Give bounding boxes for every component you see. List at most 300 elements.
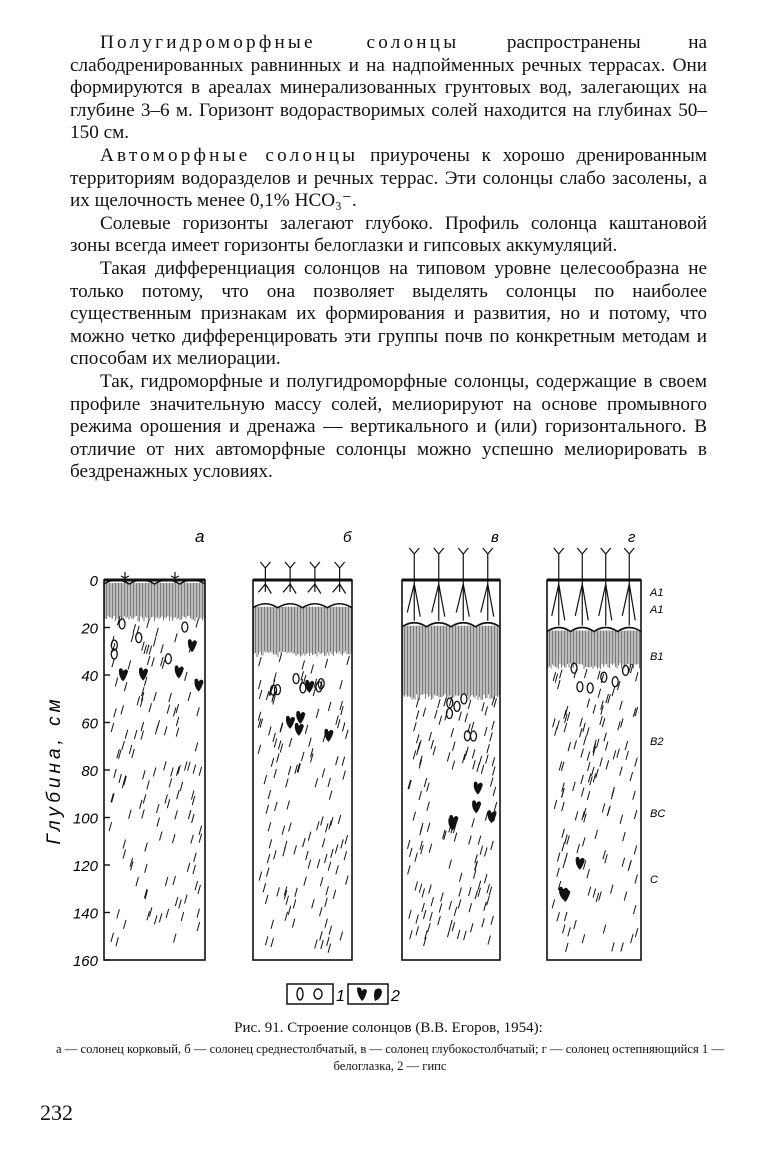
plant-root-icon <box>432 548 445 621</box>
soil-stroke <box>433 746 436 755</box>
soil-stroke <box>346 730 349 739</box>
term: Автоморфные солонцы <box>100 144 359 166</box>
soil-stroke <box>596 739 599 748</box>
soil-stroke <box>164 761 167 770</box>
soil-stroke <box>492 757 495 766</box>
soil-stroke <box>493 766 496 775</box>
soil-stroke <box>336 716 339 725</box>
soil-stroke <box>587 727 590 736</box>
soil-stroke <box>427 783 430 792</box>
plant-root-icon <box>552 548 565 626</box>
soil-stroke <box>475 890 478 899</box>
soil-stroke <box>194 853 197 862</box>
soil-stroke <box>308 860 311 869</box>
soil-stroke <box>347 656 350 665</box>
soil-stroke <box>274 850 277 859</box>
soil-stroke <box>165 877 168 886</box>
soil-stroke <box>414 722 417 731</box>
soil-stroke <box>142 642 145 651</box>
soil-stroke <box>338 719 341 728</box>
soil-stroke <box>473 760 476 769</box>
soil-stroke <box>193 865 196 874</box>
soil-stroke <box>458 899 461 908</box>
soil-stroke <box>140 800 143 809</box>
plant-root-icon <box>308 562 321 594</box>
soil-stroke <box>575 811 578 820</box>
soil-stroke <box>180 782 183 791</box>
concretion-icon <box>119 619 125 629</box>
soil-stroke <box>428 923 431 932</box>
concretion-icon <box>623 665 629 675</box>
soil-stroke <box>559 761 562 770</box>
soil-stroke <box>478 836 481 845</box>
soil-stroke <box>487 744 490 753</box>
soil-stroke <box>335 844 338 853</box>
soil-stroke <box>435 710 438 719</box>
soil-profiles-figure <box>0 520 777 1020</box>
soil-stroke <box>494 698 497 707</box>
soil-stroke <box>598 671 601 680</box>
soil-stroke <box>266 805 269 814</box>
soil-stroke <box>488 936 491 945</box>
soil-stroke <box>142 810 145 819</box>
soil-stroke <box>427 802 430 811</box>
soil-stroke <box>167 799 170 808</box>
paragraph-3: Солевые горизонты залегают глубоко. Профиль солонца каштановой зоны всегда имеет горизонты белоглазки и гипсовых аккумуляций. <box>70 212 707 257</box>
soil-stroke <box>129 745 132 754</box>
soil-stroke <box>129 810 132 819</box>
soil-stroke <box>274 738 277 747</box>
soil-stroke <box>327 937 330 946</box>
soil-stroke <box>199 826 202 835</box>
soil-stroke <box>288 906 291 915</box>
paragraph-2 <box>70 145 707 213</box>
soil-stroke <box>584 669 587 678</box>
gypsum-icon <box>175 665 184 678</box>
paragraph-5: Так, гидроморфные и полугидроморфные солонцы, содержащие в своем профиле значительную массу солей, мелиорируют на основе промывного режима орошения и дренажа — вертикального и (или) горизонтального. В отличие от них автоморфные солонцы можно успешно мелиорировать в бездренажных условиях. <box>70 370 707 483</box>
horizon-B1: B1 <box>650 651 664 663</box>
concretion-icon <box>136 633 142 643</box>
soil-stroke <box>565 835 568 844</box>
soil-stroke <box>487 896 490 905</box>
soil-stroke <box>196 618 199 627</box>
soil-stroke <box>621 943 624 952</box>
soil-stroke <box>452 922 455 931</box>
soil-stroke <box>128 660 131 669</box>
soil-stroke <box>155 725 158 734</box>
soil-stroke <box>192 796 195 805</box>
soil-stroke <box>111 723 114 732</box>
soil-stroke <box>259 657 262 666</box>
soil-stroke <box>554 800 557 809</box>
soil-stroke <box>287 800 290 809</box>
concretion-icon <box>612 677 618 687</box>
soil-stroke <box>293 899 296 908</box>
soil-stroke <box>599 892 602 901</box>
soil-stroke <box>176 717 179 726</box>
soil-stroke <box>320 931 323 940</box>
soil-stroke <box>122 741 125 750</box>
concretion-icon <box>182 622 188 632</box>
soil-stroke <box>165 795 168 804</box>
soil-stroke <box>321 940 324 949</box>
soil-stroke <box>633 905 636 914</box>
soil-stroke <box>626 751 629 760</box>
soil-stroke <box>115 678 118 687</box>
soil-stroke <box>553 718 556 727</box>
depth-tick-label: 0 <box>89 573 98 590</box>
soil-stroke <box>324 854 327 863</box>
legend-box-1 <box>287 984 333 1004</box>
soil-stroke <box>492 721 495 730</box>
soil-stroke <box>605 742 608 751</box>
soil-stroke <box>304 877 307 886</box>
soil-stroke <box>188 692 191 701</box>
soil-stroke <box>588 887 591 896</box>
horizon-BC: BC <box>650 808 666 820</box>
soil-stroke <box>600 757 603 766</box>
soil-stroke <box>154 692 157 701</box>
depth-tick-label: 140 <box>72 905 98 923</box>
soil-stroke <box>169 778 172 787</box>
soil-stroke <box>329 926 332 935</box>
soil-stroke <box>312 899 315 908</box>
horizon-A1: A1 <box>650 587 664 599</box>
soil-stroke <box>277 753 280 762</box>
soil-stroke <box>623 832 626 841</box>
concretion-icon <box>601 672 607 682</box>
soil-stroke <box>625 741 628 750</box>
legend-label-2: 2 <box>391 988 400 1005</box>
plant-root-icon <box>575 548 588 626</box>
soil-stroke <box>459 887 462 896</box>
soil-stroke <box>469 835 472 844</box>
horizon-B2: B2 <box>650 736 664 748</box>
soil-stroke <box>326 823 329 832</box>
soil-stroke <box>568 742 571 751</box>
soil-stroke <box>449 901 452 910</box>
soil-stroke <box>454 833 457 842</box>
soil-stroke <box>618 721 621 730</box>
soil-stroke <box>416 926 419 935</box>
soil-stroke <box>156 628 159 637</box>
gypsum-icon <box>305 680 314 693</box>
soil-stroke <box>593 889 596 898</box>
soil-stroke <box>419 884 422 893</box>
column-label-v: в <box>491 529 499 546</box>
soil-stroke <box>179 899 182 908</box>
soil-stroke <box>634 845 637 854</box>
soil-stroke <box>577 844 580 853</box>
soil-stroke <box>457 930 460 939</box>
depth-tick-label: 20 <box>81 620 98 638</box>
soil-stroke <box>430 912 433 921</box>
soil-stroke <box>477 763 480 772</box>
soil-stroke <box>117 909 120 918</box>
soil-stroke <box>136 877 139 886</box>
soil-stroke <box>345 835 348 844</box>
soil-stroke <box>484 874 487 883</box>
soil-stroke <box>624 892 627 901</box>
depth-axis-label: Глубина, см <box>44 695 65 845</box>
soil-stroke <box>268 790 271 799</box>
soil-stroke <box>598 689 601 698</box>
soil-stroke <box>574 740 577 749</box>
soil-stroke <box>612 687 615 696</box>
soil-stroke <box>175 897 178 906</box>
soil-stroke <box>415 881 418 890</box>
soil-stroke <box>271 920 274 929</box>
soil-stroke <box>482 702 485 711</box>
plant-root-icon <box>599 548 612 626</box>
soil-stroke <box>567 712 570 721</box>
soil-stroke <box>143 770 146 779</box>
soil-stroke <box>197 707 200 716</box>
soil-stroke <box>423 910 426 919</box>
column-domes <box>547 628 641 632</box>
soil-stroke <box>485 706 488 715</box>
gypsum-icon <box>296 711 305 724</box>
soil-stroke <box>149 703 152 712</box>
plant-root-icon <box>258 562 271 594</box>
soil-stroke <box>145 864 148 873</box>
soil-stroke <box>604 733 607 742</box>
soil-stroke <box>195 742 198 751</box>
soil-stroke <box>606 760 609 769</box>
soil-stroke <box>188 762 191 771</box>
soil-stroke <box>423 708 426 717</box>
soil-stroke <box>415 853 418 862</box>
soil-stroke <box>277 887 280 896</box>
soil-stroke <box>161 657 164 666</box>
soil-stroke <box>295 888 298 897</box>
soil-stroke <box>328 778 331 787</box>
soil-stroke <box>131 633 134 642</box>
soil-stroke <box>185 894 188 903</box>
soil-stroke <box>596 769 599 778</box>
body-text <box>70 32 707 484</box>
soil-stroke <box>325 919 328 928</box>
soil-stroke <box>340 680 343 689</box>
soil-stroke <box>174 934 177 943</box>
soil-stroke <box>193 765 196 774</box>
soil-stroke <box>595 830 598 839</box>
soil-stroke <box>176 728 179 737</box>
soil-stroke <box>197 909 200 918</box>
soil-stroke <box>464 931 467 940</box>
soil-stroke <box>273 733 276 742</box>
soil-stroke <box>328 944 331 953</box>
concretion-icon <box>587 683 593 693</box>
soil-stroke <box>153 767 156 776</box>
soil-stroke <box>161 644 164 653</box>
soil-stroke <box>416 710 419 719</box>
soil-stroke <box>343 771 346 780</box>
soil-stroke <box>177 790 180 799</box>
soil-stroke <box>449 860 452 869</box>
soil-stroke <box>185 672 188 681</box>
soil-stroke <box>278 741 281 750</box>
soil-stroke <box>280 744 283 753</box>
soil-stroke <box>111 933 114 942</box>
soil-stroke <box>152 657 155 666</box>
soil-stroke <box>199 767 202 776</box>
soil-stroke <box>408 865 411 874</box>
depth-tick-label: 120 <box>72 858 98 875</box>
figure-caption-title: Рис. 91. Строение солонцов (В.В. Егоров, 1954): <box>234 1020 543 1036</box>
soil-stroke <box>447 928 450 937</box>
soil-stroke <box>192 814 195 823</box>
soil-stroke <box>459 712 462 721</box>
soil-stroke <box>568 927 571 936</box>
soil-stroke <box>329 791 332 800</box>
soil-stroke <box>429 884 432 893</box>
soil-stroke <box>317 859 320 868</box>
soil-stroke <box>159 831 162 840</box>
gypsum-icon <box>474 782 483 795</box>
soil-stroke <box>166 909 169 918</box>
soil-stroke <box>564 723 567 732</box>
soil-stroke <box>264 775 267 784</box>
soil-stroke <box>173 707 176 716</box>
soil-stroke <box>441 893 444 902</box>
soil-stroke <box>416 734 419 743</box>
soil-stroke <box>268 822 271 831</box>
soil-stroke <box>333 890 336 899</box>
soil-stroke <box>424 778 427 787</box>
soil-stroke <box>582 934 585 943</box>
soil-stroke <box>321 816 324 825</box>
soil-stroke <box>322 838 325 847</box>
soil-stroke <box>259 690 262 699</box>
soil-stroke <box>587 869 590 878</box>
soil-stroke <box>258 680 261 689</box>
plant-root-icon <box>283 562 296 594</box>
soil-stroke <box>191 790 194 799</box>
soil-stroke <box>584 736 587 745</box>
soil-stroke <box>156 804 159 813</box>
soil-stroke <box>439 903 442 912</box>
concretion-icon <box>571 663 577 673</box>
soil-stroke <box>612 787 615 796</box>
soil-stroke <box>587 699 590 708</box>
soil-stroke <box>636 672 639 681</box>
soil-stroke <box>557 868 560 877</box>
soil-stroke <box>472 749 475 758</box>
legend-box-2 <box>348 984 388 1004</box>
soil-stroke <box>465 713 468 722</box>
soil-stroke <box>265 936 268 945</box>
soil-stroke <box>564 912 567 921</box>
soil-stroke <box>620 701 623 710</box>
soil-stroke <box>294 845 297 854</box>
soil-stroke <box>413 812 416 821</box>
soil-stroke <box>141 722 144 731</box>
soil-stroke <box>109 822 112 831</box>
soil-stroke <box>319 907 322 916</box>
soil-stroke <box>410 930 413 939</box>
soil-stroke <box>557 852 560 861</box>
soil-stroke <box>485 847 488 856</box>
gypsum-icon <box>357 987 367 1001</box>
concretion-icon <box>464 731 470 741</box>
soil-stroke <box>271 938 274 947</box>
soil-stroke <box>413 750 416 759</box>
gypsum-icon <box>324 729 333 742</box>
soil-stroke <box>145 843 148 852</box>
soil-stroke <box>567 836 570 845</box>
figure-caption-text: а — солонец корковый, б — солонец среднестолбчатый, в — солонец глубокостолбчатый; г — солонец остепняющийся 1 — белоглазка, 2 — гипс <box>56 1042 724 1073</box>
soil-stroke <box>265 895 268 904</box>
soil-stroke <box>309 738 312 747</box>
soil-stroke <box>480 846 483 855</box>
soil-stroke <box>552 899 555 908</box>
soil-stroke <box>308 832 311 841</box>
soil-stroke <box>600 716 603 725</box>
soil-stroke <box>472 818 475 827</box>
soil-stroke <box>494 802 497 811</box>
soil-stroke <box>167 705 170 714</box>
plant-root-icon <box>622 548 635 626</box>
soil-stroke <box>342 757 345 766</box>
soil-stroke <box>581 749 584 758</box>
horizon-C: C <box>650 874 658 886</box>
soil-stroke <box>452 761 455 770</box>
depth-tick-label: 40 <box>81 668 98 685</box>
soil-stroke <box>592 767 595 776</box>
soil-stroke <box>635 758 638 767</box>
soil-stroke <box>634 810 637 819</box>
soil-stroke <box>416 699 419 708</box>
gypsum-icon <box>119 668 128 681</box>
soil-stroke <box>197 922 200 931</box>
soil-stroke <box>620 815 623 824</box>
soil-stroke <box>344 851 347 860</box>
soil-stroke <box>581 788 584 797</box>
term: Полугидроморфные солонцы <box>100 32 460 53</box>
concretion-icon <box>446 709 452 719</box>
soil-stroke <box>286 896 289 905</box>
soil-stroke <box>628 862 631 871</box>
soil-stroke <box>143 794 146 803</box>
soil-stroke <box>317 821 320 830</box>
soil-stroke <box>580 718 583 727</box>
soil-stroke <box>486 755 489 764</box>
soil-stroke <box>438 916 441 925</box>
soil-stroke <box>407 840 410 849</box>
soil-stroke <box>181 912 184 921</box>
soil-stroke <box>555 674 558 683</box>
soil-stroke <box>137 696 140 705</box>
soil-stroke <box>288 766 291 775</box>
plant-root-icon <box>481 548 494 621</box>
soil-stroke <box>560 669 563 678</box>
soil-stroke <box>258 745 261 754</box>
soil-stroke <box>555 727 558 736</box>
soil-stroke <box>195 881 198 890</box>
soil-stroke <box>580 728 583 737</box>
soil-stroke <box>169 693 172 702</box>
soil-stroke <box>444 697 447 706</box>
concretion-icon <box>274 685 280 695</box>
horizon-A1-2: A1 <box>650 604 664 616</box>
concretion-icon <box>300 683 306 693</box>
soil-stroke <box>587 752 590 761</box>
soil-stroke <box>336 865 339 874</box>
soil-stroke <box>605 854 608 863</box>
soil-stroke <box>123 920 126 929</box>
soil-stroke <box>282 826 285 835</box>
